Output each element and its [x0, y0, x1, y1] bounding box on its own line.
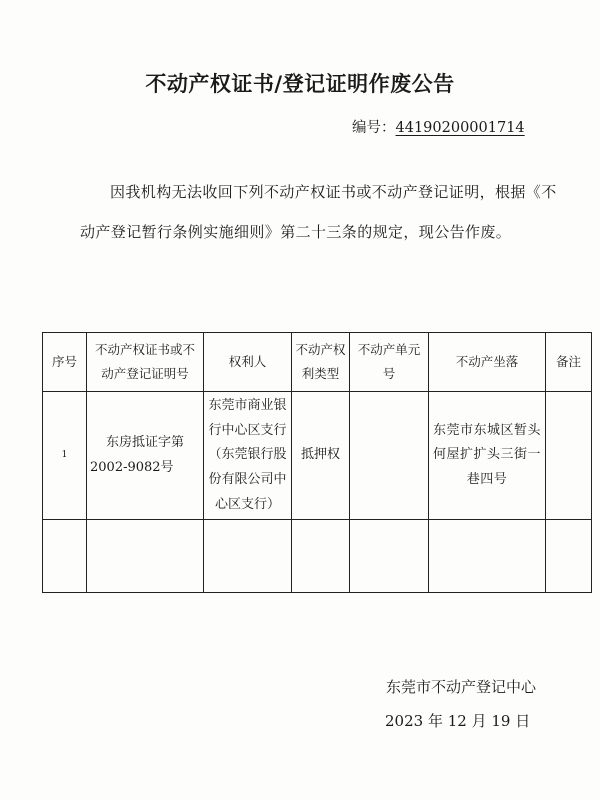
header-holder: 权利人 — [204, 333, 292, 392]
cell-unit-no — [350, 392, 429, 520]
cell-location — [429, 520, 546, 593]
header-cert-no: 不动产权证书或不动产登记证明号 — [87, 333, 204, 392]
cell-seq — [43, 520, 87, 593]
table-row — [43, 520, 592, 593]
header-remarks: 备注 — [546, 333, 592, 392]
cell-right-type — [292, 520, 350, 593]
header-location: 不动产坐落 — [429, 333, 546, 392]
header-unit-no: 不动产单元号 — [350, 333, 429, 392]
cell-unit-no — [350, 520, 429, 593]
cell-holder: 东莞市商业银行中心区支行（东莞银行股份有限公司中心区支行） — [204, 392, 292, 520]
document-number-label: 编号： — [352, 120, 396, 136]
issue-date: 2023 年 12 月 19 日 — [385, 712, 531, 730]
cell-remarks — [546, 520, 592, 593]
table-row — [43, 392, 592, 520]
table-header-row — [43, 333, 592, 392]
cell-seq: 1 — [43, 392, 87, 520]
cell-cert-no: 东房抵证字第2002-9082号 — [87, 392, 204, 520]
cell-remarks — [546, 392, 592, 520]
cell-cert-no — [87, 520, 204, 593]
notice-body: 因我机构无法收回下列不动产权证书或不动产登记证明，根据《不动产登记暂行条例实施细则》第二十三条的规定，现公告作废。 — [80, 183, 557, 241]
cell-right-type: 抵押权 — [292, 392, 350, 520]
issuer-name: 东莞市不动产登记中心 — [386, 678, 537, 696]
document-title: 不动产权证书/登记证明作废公告 — [145, 72, 455, 96]
cell-holder — [204, 520, 292, 593]
cell-location: 东莞市东城区暂头何屋扩扩头三街一巷四号 — [429, 392, 546, 520]
document-number-value: 44190200001714 — [395, 120, 525, 136]
void-certificate-table — [42, 332, 592, 593]
header-seq: 序号 — [43, 333, 87, 392]
document-number — [352, 116, 525, 137]
header-right-type: 不动产权利类型 — [292, 333, 350, 392]
